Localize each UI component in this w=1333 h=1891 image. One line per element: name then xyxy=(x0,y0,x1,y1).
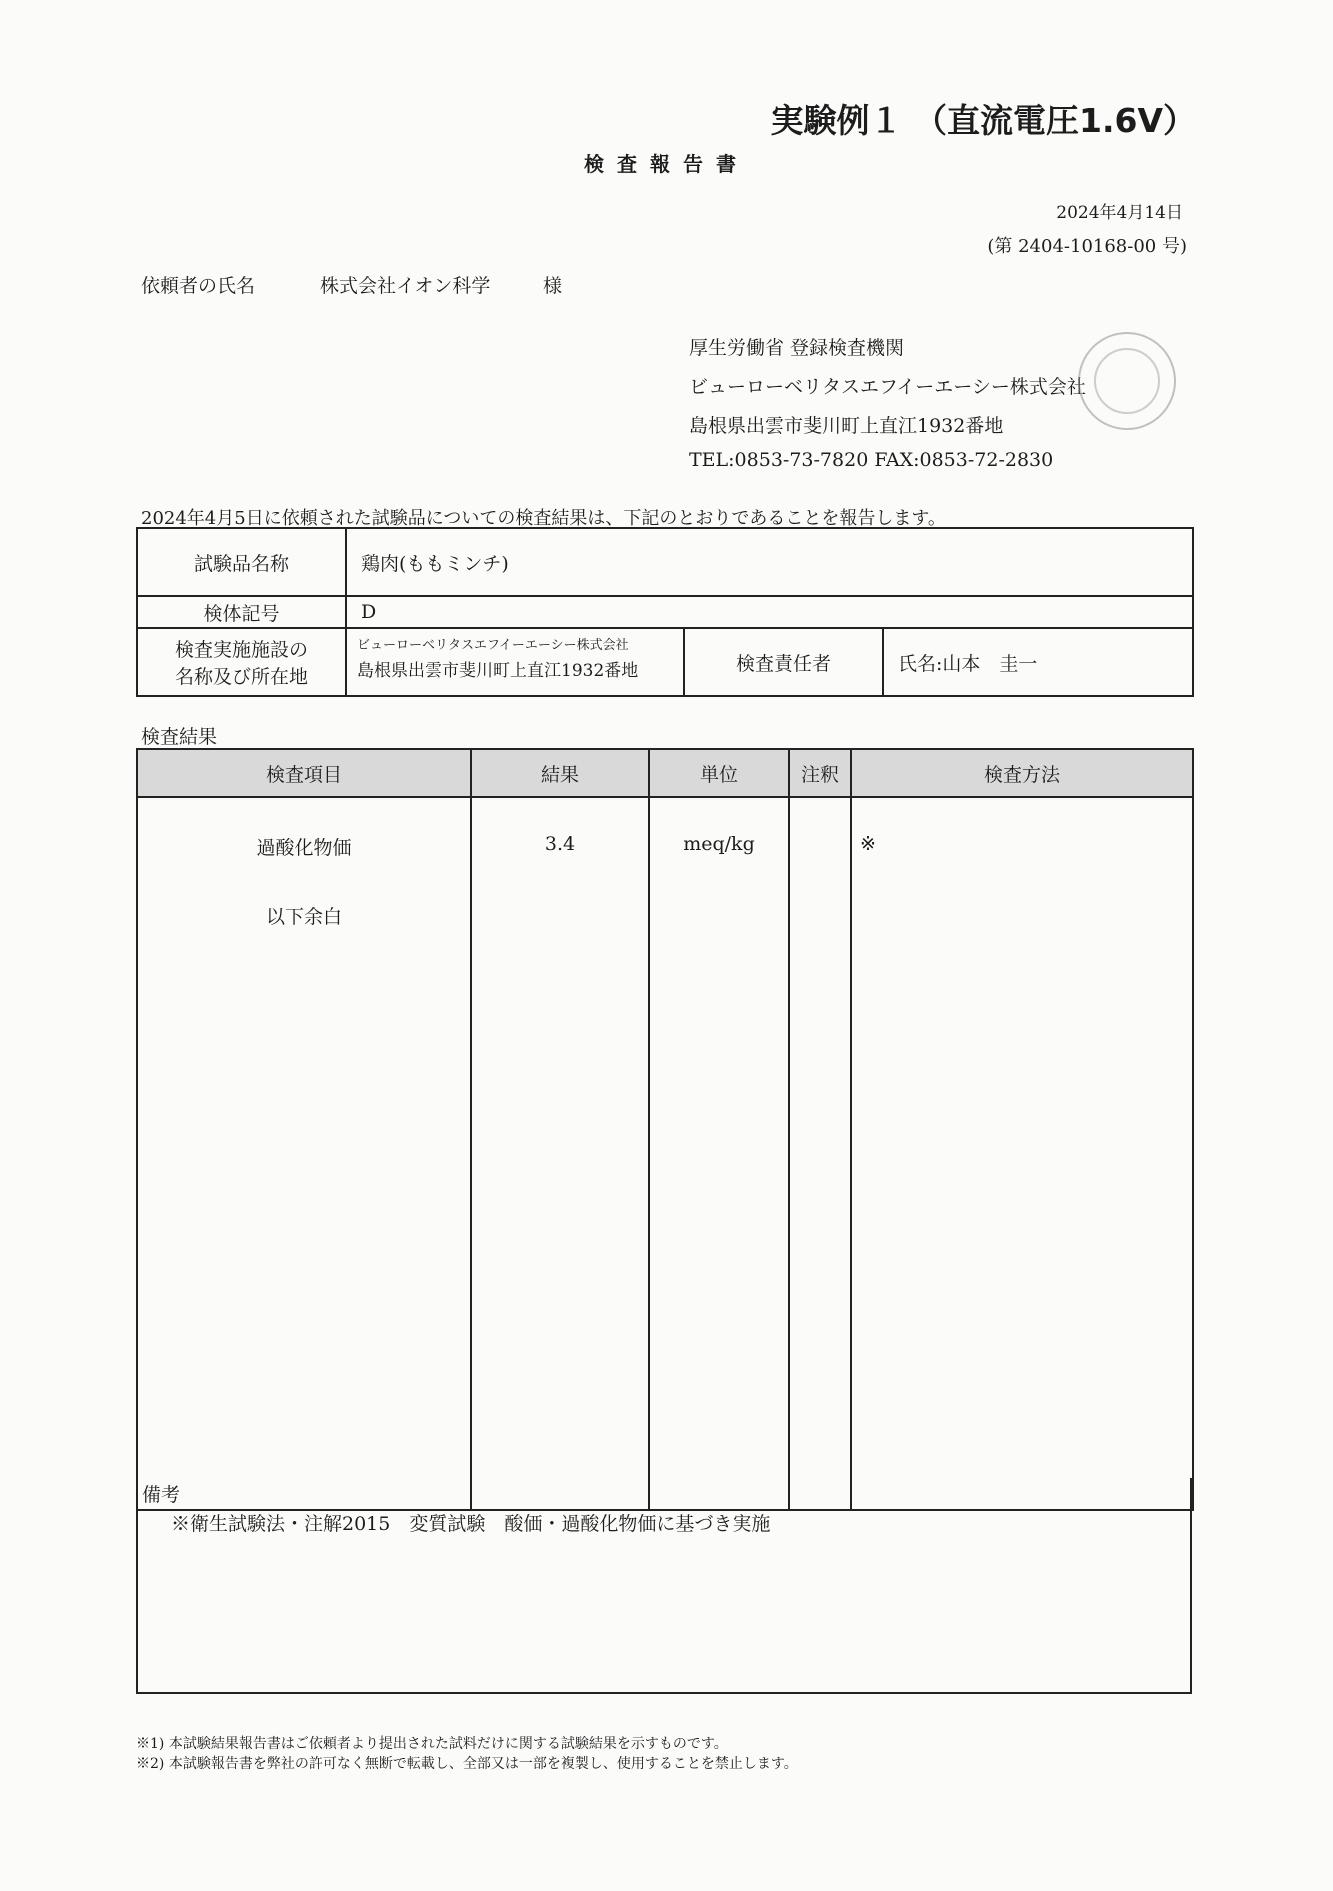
inspector-label: 検査責任者 xyxy=(684,628,883,696)
notes-text: ※衛生試験法・注解2015 変質試験 酸価・過酸化物価に基づき実施 xyxy=(171,1513,771,1535)
footnote: ※1) 本試験結果報告書はご依頼者より提出された試料だけに関する試験結果を示すものです。 xyxy=(136,1736,728,1752)
item-cell xyxy=(137,797,471,1510)
report-title: 検査報告書 xyxy=(584,152,749,176)
note-value xyxy=(789,797,851,1510)
issuer-company: ビューローベリタスエフイーエーシー株式会社 xyxy=(689,376,1086,398)
issuer-address: 島根県出雲市斐川町上直江1932番地 xyxy=(689,415,1004,437)
facility-address: 島根県出雲市斐川町上直江1932番地 xyxy=(357,661,639,681)
report-number: (第 2404-10168-00 号) xyxy=(987,236,1187,257)
sample-name-value: 鶏肉(ももミンチ) xyxy=(346,528,1193,596)
column-header: 単位 xyxy=(649,749,789,797)
experiment-title: 実験例１ （直流電圧1.6V） xyxy=(770,101,1196,140)
notes-label: 備考 xyxy=(142,1484,181,1506)
test-item: 過酸化物価 xyxy=(256,837,352,859)
client-name: 株式会社イオン科学 xyxy=(320,275,491,297)
method-value: ※ xyxy=(851,797,1193,1510)
footnote: ※2) 本試験報告書を弊社の許可なく無断で転載し、全部又は一部を複製し、使用することを禁止します。 xyxy=(136,1756,798,1772)
column-header: 検査方法 xyxy=(851,749,1193,797)
sample-id-value: D xyxy=(346,596,1193,628)
intro-text: 2024年4月5日に依頼された試験品についての検査結果は、下記のとおりであることを報告します。 xyxy=(141,508,946,529)
result-value: 3.4 xyxy=(471,797,649,1510)
client-label: 依頼者の氏名 xyxy=(141,275,256,297)
results-table xyxy=(136,748,1194,1511)
facility-label xyxy=(137,628,346,696)
results-heading: 検査結果 xyxy=(141,726,218,748)
sample-id-label: 検体記号 xyxy=(137,596,346,628)
sample-name-label: 試験品名称 xyxy=(137,528,346,596)
table-row xyxy=(137,797,1193,1510)
unit-value: meq/kg xyxy=(649,797,789,1510)
notes-box xyxy=(136,1478,1192,1694)
inspector-value: 氏名:山本 圭一 xyxy=(883,628,1193,696)
facility-value xyxy=(346,628,684,696)
company-seal-stamp xyxy=(1078,332,1176,430)
facility-label-line1: 検査実施施設の xyxy=(174,639,308,661)
blank-note: 以下余白 xyxy=(265,906,342,928)
sample-info-table xyxy=(136,527,1194,697)
report-date: 2024年4月14日 xyxy=(1056,203,1183,223)
issuer-phone: TEL:0853-73-7820 FAX:0853-72-2830 xyxy=(689,449,1054,471)
column-header: 注釈 xyxy=(789,749,851,797)
facility-label-line2: 名称及び所在地 xyxy=(174,666,308,688)
facility-name: ビューローベリタスエフイーエーシー株式会社 xyxy=(357,638,629,653)
client-suffix: 様 xyxy=(543,275,563,297)
issuer-ministry: 厚生労働省 登録検査機関 xyxy=(689,337,905,359)
column-header: 検査項目 xyxy=(137,749,471,797)
column-header: 結果 xyxy=(471,749,649,797)
